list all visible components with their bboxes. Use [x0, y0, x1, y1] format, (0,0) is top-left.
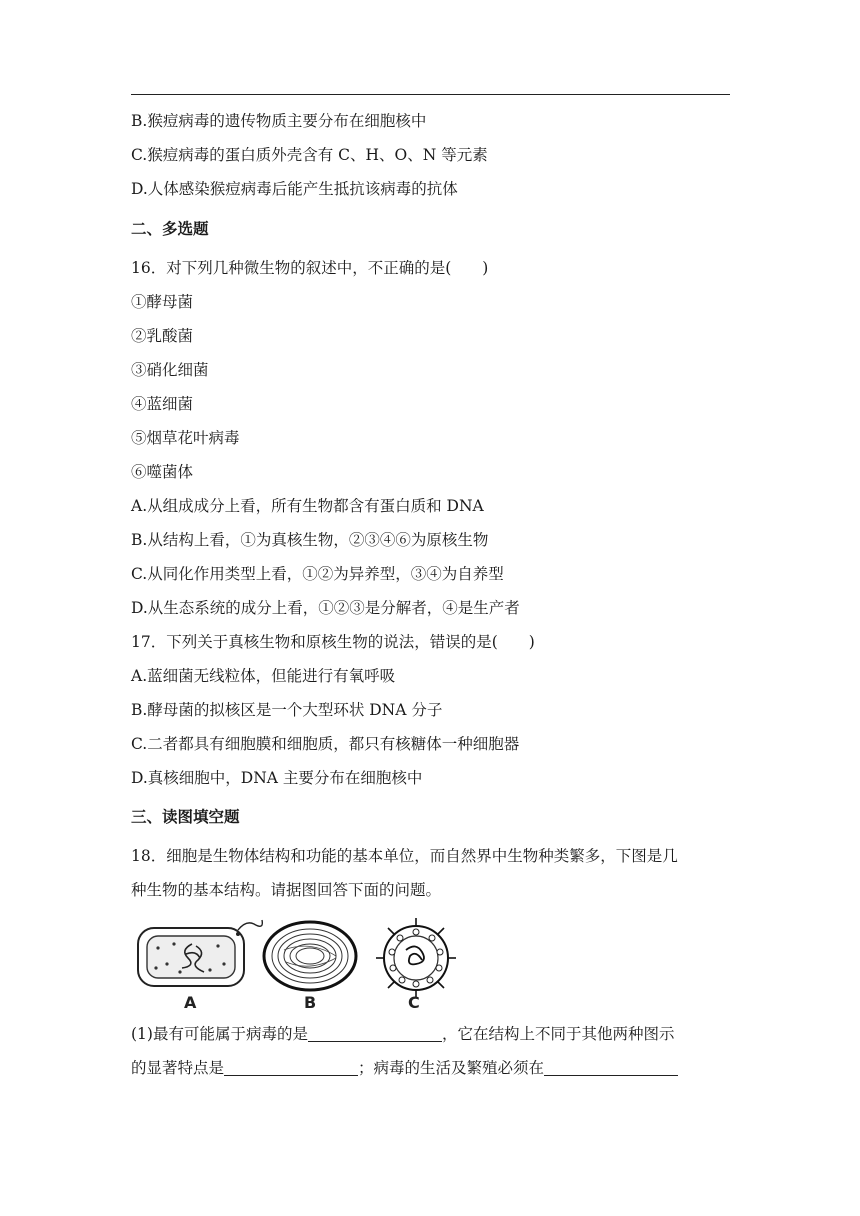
q16-option-d: D.从生态系统的成分上看，①②③是分解者，④是生产者 — [131, 599, 520, 617]
header-rule — [131, 94, 730, 95]
q16-item-5: ⑤烟草花叶病毒 — [131, 429, 240, 447]
answer-blank-feature[interactable] — [224, 1059, 358, 1076]
virus-illustration — [376, 918, 456, 998]
q18-part1-text-b: ，它在结构上不同于其他两种图示 — [441, 1025, 675, 1043]
q18-stem-line-2: 种生物的基本结构。请据图回答下面的问题。 — [131, 881, 442, 899]
q17-option-d: D.真核细胞中，DNA 主要分布在细胞核中 — [131, 769, 423, 787]
oval-cell-illustration — [264, 922, 356, 990]
figure-label-b: B — [304, 993, 317, 1012]
q16-option-c: C.从同化作用类型上看，①②为异养型，③④为自养型 — [131, 565, 504, 583]
section-heading-figure-fill: 三、读图填空题 — [131, 808, 240, 826]
q16-option-b: B.从结构上看，①为真核生物，②③④⑥为原核生物 — [131, 531, 489, 549]
q18-part1-text-d: ；病毒的生活及繁殖必须在 — [358, 1059, 545, 1077]
section-heading-multiple-choice: 二、多选题 — [131, 220, 209, 238]
answer-blank-virus[interactable] — [308, 1025, 442, 1042]
q17-option-a: A.蓝细菌无线粒体，但能进行有氧呼吸 — [131, 667, 396, 685]
q16-item-6: ⑥噬菌体 — [131, 463, 194, 481]
figure-label-c: C — [408, 993, 420, 1012]
answer-blank-host[interactable] — [544, 1059, 678, 1076]
figure-label-a: A — [184, 993, 197, 1012]
q16-item-4: ④蓝细菌 — [131, 395, 194, 413]
q16-item-2: ②乳酸菌 — [131, 327, 194, 345]
q18-part1-text-c: 的显著特点是 — [131, 1059, 225, 1077]
q16-option-a: A.从组成成分上看，所有生物都含有蛋白质和 DNA — [131, 497, 484, 515]
q17-stem: 17．下列关于真核生物和原核生物的说法，错误的是( ) — [131, 633, 535, 651]
q15-option-d: D.人体感染猴痘病毒后能产生抵抗该病毒的抗体 — [131, 180, 458, 198]
q16-item-3: ③硝化细菌 — [131, 361, 209, 379]
q17-option-c: C.二者都具有细胞膜和细胞质，都只有核糖体一种细胞器 — [131, 735, 520, 753]
q18-part1-line-2 — [131, 1057, 678, 1079]
q16-stem: 16．对下列几种微生物的叙述中，不正确的是( ) — [131, 259, 489, 277]
q18-stem-line-1: 18．细胞是生物体结构和功能的基本单位，而自然界中生物种类繁多，下图是几 — [131, 847, 678, 865]
q16-item-1: ①酵母菌 — [131, 293, 194, 311]
q18-part1-line-1 — [131, 1023, 674, 1045]
q15-option-c: C.猴痘病毒的蛋白质外壳含有 C、H、O、N 等元素 — [131, 146, 488, 164]
q15-option-b: B.猴痘病毒的遗传物质主要分布在细胞核中 — [131, 112, 427, 130]
q18-part1-text-a: (1)最有可能属于病毒的是 — [131, 1025, 308, 1043]
bacterium-illustration — [138, 920, 262, 986]
q17-option-b: B.酵母菌的拟核区是一个大型环状 DNA 分子 — [131, 701, 443, 719]
cell-structures-figure — [134, 916, 464, 1038]
